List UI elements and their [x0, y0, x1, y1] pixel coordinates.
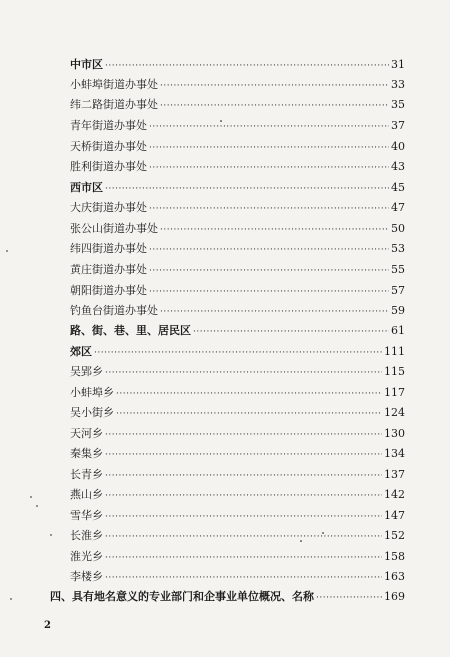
dot-leader: [94, 346, 382, 360]
toc-entry: [70, 284, 405, 299]
toc-entry-page: 124: [384, 406, 405, 419]
toc-entry-page: 50: [391, 222, 405, 235]
toc-entry-label: 郊区: [70, 345, 92, 358]
toc-entry-page: 142: [384, 488, 405, 501]
toc-entry-page: 158: [384, 550, 405, 563]
toc-entry: [70, 242, 405, 257]
dot-leader: [105, 182, 389, 196]
toc-entry-page: 40: [391, 140, 405, 153]
scan-speck: [36, 505, 38, 507]
dot-leader: [116, 407, 382, 421]
toc-entry: [70, 570, 405, 585]
toc-entry-label: 胜利街道办事处: [70, 160, 147, 173]
dot-leader: [149, 243, 389, 257]
toc-entry-label: 小蚌埠街道办事处: [70, 78, 158, 91]
toc-entry: [70, 529, 405, 544]
toc-entry-page: 35: [391, 98, 405, 111]
toc-entry: [70, 550, 405, 565]
toc-entry-label: 长淮乡: [70, 529, 103, 542]
dot-leader: [316, 591, 382, 605]
toc-entry: [70, 365, 405, 380]
toc-entry-label: 淮光乡: [70, 550, 103, 563]
scan-speck: [10, 598, 12, 600]
toc-entry-label: 朝阳街道办事处: [70, 284, 147, 297]
toc-entry-page: 43: [391, 160, 405, 173]
toc-entry: [70, 324, 405, 339]
toc-entry-label: 张公山街道办事处: [70, 222, 158, 235]
dot-leader: [105, 448, 382, 462]
dot-leader: [160, 305, 389, 319]
scan-speck: [322, 532, 324, 534]
toc-entry-label: 钓鱼台街道办事处: [70, 304, 158, 317]
toc-entry-label: 长青乡: [70, 468, 103, 481]
dot-leader: [105, 551, 382, 565]
dot-leader: [105, 530, 382, 544]
toc-entry-page: 53: [391, 242, 405, 255]
scan-speck: [50, 534, 52, 536]
dot-leader: [149, 161, 389, 175]
toc-entry-page: 31: [391, 58, 405, 71]
toc-entry: [70, 488, 405, 503]
scan-speck: [6, 250, 8, 252]
toc-entry: [70, 406, 405, 421]
toc-entry-page: 59: [391, 304, 405, 317]
toc-entry-label: 天桥街道办事处: [70, 140, 147, 153]
dot-leader: [149, 285, 389, 299]
toc-entry-label: 吴小街乡: [70, 406, 114, 419]
toc-entry: [70, 222, 405, 237]
toc-entry-page: 55: [391, 263, 405, 276]
toc-entry: [70, 386, 405, 401]
toc-entry-label: 西市区: [70, 181, 103, 194]
toc-entry: [70, 468, 405, 483]
dot-leader: [149, 120, 389, 134]
toc-entry: [70, 119, 405, 134]
toc-entry-page: 57: [391, 284, 405, 297]
toc-entry-label: 青年街道办事处: [70, 119, 147, 132]
toc-entry: [70, 201, 405, 216]
dot-leader: [105, 366, 382, 380]
toc-entry-label: 天河乡: [70, 427, 103, 440]
toc-entry-page: 134: [384, 447, 405, 460]
toc-entry-page: 152: [384, 529, 405, 542]
toc-entry-page: 117: [384, 386, 405, 399]
dot-leader: [105, 571, 382, 585]
toc-entry: [70, 140, 405, 155]
toc-entry-label: 四、具有地名意义的专业部门和企事业单位概况、名称: [50, 590, 314, 603]
toc-entry: [50, 590, 405, 605]
toc-entry-label: 纬四街道办事处: [70, 242, 147, 255]
toc-entry-label: 小蚌埠乡: [70, 386, 114, 399]
toc-entry: [70, 345, 405, 360]
toc-entry: [70, 58, 405, 73]
toc-entry: [70, 509, 405, 524]
toc-entry-page: 147: [384, 509, 405, 522]
toc-entry-page: 130: [384, 427, 405, 440]
scan-speck: [220, 120, 222, 122]
dot-leader: [149, 202, 389, 216]
toc-entry-page: 45: [391, 181, 405, 194]
dot-leader: [105, 510, 382, 524]
toc-entry-page: 61: [391, 324, 405, 337]
toc-entry-label: 吴郢乡: [70, 365, 103, 378]
toc-entry: [70, 98, 405, 113]
dot-leader: [193, 325, 389, 339]
dot-leader: [105, 59, 389, 73]
toc-entry-label: 雪华乡: [70, 509, 103, 522]
toc-entry-page: 115: [384, 365, 405, 378]
toc-entry: [70, 181, 405, 196]
toc-entry-page: 111: [384, 345, 405, 358]
toc-entry-label: 大庆街道办事处: [70, 201, 147, 214]
scan-speck: [30, 496, 32, 498]
toc-entry-label: 路、街、巷、里、居民区: [70, 324, 191, 337]
dot-leader: [105, 428, 382, 442]
toc-entry: [70, 78, 405, 93]
toc-entry-label: 燕山乡: [70, 488, 103, 501]
dot-leader: [160, 79, 389, 93]
toc-entry: [70, 304, 405, 319]
toc-entry-label: 秦集乡: [70, 447, 103, 460]
toc-entry-page: 47: [391, 201, 405, 214]
toc-entry: [70, 263, 405, 278]
toc-entry-page: 163: [384, 570, 405, 583]
dot-leader: [160, 223, 389, 237]
dot-leader: [105, 469, 382, 483]
dot-leader: [105, 489, 382, 503]
toc-entry: [70, 447, 405, 462]
toc-entry-page: 137: [384, 468, 405, 481]
dot-leader: [149, 264, 389, 278]
toc-entry-label: 中市区: [70, 58, 103, 71]
toc-entry-label: 李楼乡: [70, 570, 103, 583]
dot-leader: [160, 99, 389, 113]
toc-entry: [70, 427, 405, 442]
dot-leader: [116, 387, 382, 401]
page-number: 2: [44, 620, 51, 631]
toc-entry-page: 37: [391, 119, 405, 132]
toc-entry-label: 纬二路街道办事处: [70, 98, 158, 111]
toc-entry-page: 33: [391, 78, 405, 91]
toc-entry-page: 169: [384, 590, 405, 603]
scan-speck: [300, 540, 302, 542]
dot-leader: [149, 141, 389, 155]
toc-entry-label: 黄庄街道办事处: [70, 263, 147, 276]
toc-entry: [70, 160, 405, 175]
